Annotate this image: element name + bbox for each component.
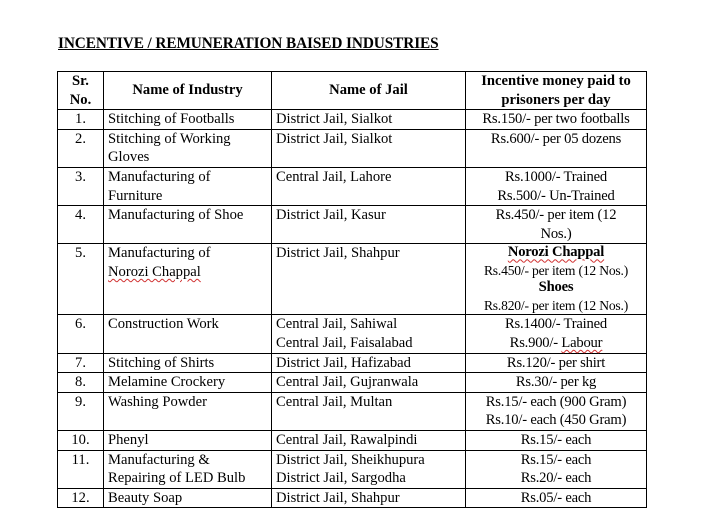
incentive-line: Rs.20/- each: [520, 470, 592, 487]
sr-no-cell: 1.: [58, 110, 104, 130]
sr-no-cell: 9.: [58, 392, 104, 430]
industry-line: Furniture: [108, 187, 163, 204]
industry-cell: [104, 373, 272, 393]
industry-line: Manufacturing of: [108, 245, 211, 262]
header-sr-no: [58, 72, 104, 110]
incentive-group-value: Rs.450/- per item (12 Nos.): [483, 262, 629, 278]
table-row: [58, 244, 647, 315]
industry-cell: [104, 110, 272, 130]
incentive-cell: [466, 488, 647, 508]
industry-cell: [104, 430, 272, 450]
industry-cell: [104, 315, 272, 353]
table-row: [58, 353, 647, 373]
jail-cell: [272, 488, 466, 508]
jail-line: District Jail, Sialkot: [276, 111, 393, 128]
jail-cell: [272, 244, 466, 315]
jail-cell: [272, 450, 466, 488]
spellcheck-flagged-word: Labour: [561, 334, 603, 351]
header-incentive: [466, 72, 647, 110]
incentive-line: Rs.150/- per two footballs: [482, 111, 630, 128]
header-incentive-line: Incentive money paid to: [481, 73, 631, 89]
incentive-cell: [466, 315, 647, 353]
incentive-cell: [466, 206, 647, 244]
incentive-cell: [466, 129, 647, 167]
industry-line: Repairing of LED Bulb: [108, 470, 246, 487]
sr-no-cell: 5.: [58, 244, 104, 315]
incentive-group-heading: [468, 244, 644, 262]
sr-no-cell: 7.: [58, 353, 104, 373]
industry-cell: [104, 392, 272, 430]
industry-line: [108, 263, 267, 282]
incentive-line: Rs.900/- Labour: [509, 334, 603, 351]
table-row: [58, 392, 647, 430]
jail-line: Central Jail, Lahore: [276, 168, 392, 185]
industry-line: Phenyl: [108, 431, 149, 448]
jail-line: District Jail, Hafizabad: [276, 354, 411, 371]
jail-cell: [272, 206, 466, 244]
jail-line: Central Jail, Sahiwal: [276, 316, 398, 333]
jail-cell: [272, 353, 466, 373]
jail-cell: [272, 129, 466, 167]
header-jail: Name of Jail: [272, 72, 466, 110]
incentive-line: Rs.10/- each (450 Gram): [485, 412, 627, 429]
header-sr-line: Sr.: [72, 73, 89, 89]
incentive-line: Rs.600/- per 05 dozens: [490, 130, 622, 147]
incentive-line: Rs.120/- per shirt: [506, 354, 606, 371]
industry-line: Stitching of Shirts: [108, 354, 215, 371]
incentive-line: Rs.05/- each: [520, 489, 592, 506]
jail-cell: [272, 315, 466, 353]
jail-line: District Jail, Shahpur: [276, 245, 400, 262]
sr-no-cell: 11.: [58, 450, 104, 488]
incentive-cell: [466, 110, 647, 130]
incentive-line: Rs.1400/- Trained: [504, 316, 607, 333]
industry-line: Melamine Crockery: [108, 374, 226, 391]
header-incentive-line: prisoners per day: [501, 91, 611, 108]
industry-cell: [104, 450, 272, 488]
incentive-line: Rs.1000/- Trained: [504, 168, 607, 185]
table-row: [58, 129, 647, 167]
jail-cell: [272, 373, 466, 393]
incentive-line: Rs.450/- per item (12: [495, 207, 617, 224]
table-row: [58, 315, 647, 353]
incentive-line: Nos.): [540, 225, 572, 242]
jail-line: District Jail, Sargodha: [276, 470, 406, 487]
industry-cell: [104, 244, 272, 315]
industry-line: Manufacturing &: [108, 451, 210, 468]
incentive-group-value: Rs.820/- per item (12 Nos.): [483, 297, 629, 313]
incentive-table: [57, 71, 647, 508]
jail-cell: [272, 110, 466, 130]
industry-cell: [104, 353, 272, 373]
table-header-row: [58, 72, 647, 110]
table-row: [58, 110, 647, 130]
jail-cell: [272, 392, 466, 430]
jail-line: District Jail, Sialkot: [276, 130, 393, 147]
industry-line: Stitching of Working: [108, 130, 231, 147]
sr-no-cell: 3.: [58, 167, 104, 205]
sr-no-cell: 10.: [58, 430, 104, 450]
incentive-cell: [466, 430, 647, 450]
jail-cell: [272, 430, 466, 450]
incentive-cell: [466, 167, 647, 205]
industry-cell: [104, 488, 272, 508]
jail-line: Central Jail, Gujranwala: [276, 374, 419, 391]
spellcheck-flagged-word: Norozi Chappal: [108, 263, 201, 280]
spellcheck-flagged-word: Norozi Chappal: [507, 244, 605, 261]
table-row: [58, 430, 647, 450]
incentive-line: Rs.15/- each: [520, 431, 592, 448]
incentive-line: Rs.500/- Un-Trained: [497, 187, 615, 204]
jail-line: District Jail, Kasur: [276, 207, 386, 224]
incentive-cell: [466, 353, 647, 373]
industry-cell: [104, 129, 272, 167]
incentive-cell: [466, 392, 647, 430]
industry-line: Stitching of Footballs: [108, 111, 235, 128]
header-no-line: No.: [69, 91, 92, 108]
jail-line: Central Jail, Multan: [276, 393, 393, 410]
incentive-group-heading: Shoes: [538, 279, 574, 296]
industry-line: Beauty Soap: [108, 489, 183, 506]
incentive-line: Rs.15/- each (900 Gram): [485, 393, 627, 410]
industry-cell: [104, 206, 272, 244]
sr-no-cell: 6.: [58, 315, 104, 353]
header-industry: Name of Industry: [104, 72, 272, 110]
jail-line: Central Jail, Faisalabad: [276, 334, 413, 351]
industry-cell: [104, 167, 272, 205]
sr-no-cell: 8.: [58, 373, 104, 393]
jail-line: Central Jail, Rawalpindi: [276, 431, 418, 448]
incentive-cell: [466, 244, 647, 315]
incentive-cell: [466, 373, 647, 393]
sr-no-cell: 2.: [58, 129, 104, 167]
jail-cell: [272, 167, 466, 205]
industry-line: Washing Powder: [108, 393, 207, 410]
incentive-line: Rs.15/- each: [520, 451, 592, 468]
jail-line: District Jail, Shahpur: [276, 489, 400, 506]
sr-no-cell: 4.: [58, 206, 104, 244]
incentive-line: Rs.30/- per kg: [515, 374, 597, 391]
industry-line: Manufacturing of Shoe: [108, 207, 244, 224]
table-row: [58, 450, 647, 488]
incentive-cell: [466, 450, 647, 488]
table-row: [58, 206, 647, 244]
document-title: INCENTIVE / REMUNERATION BAISED INDUSTRIES: [58, 35, 439, 52]
table-row: [58, 488, 647, 508]
sr-no-cell: 12.: [58, 488, 104, 508]
industry-line: Construction Work: [108, 316, 219, 333]
jail-line: District Jail, Sheikhupura: [276, 451, 425, 468]
table-row: [58, 373, 647, 393]
industry-line: Gloves: [108, 149, 150, 166]
industry-line: Manufacturing of: [108, 168, 211, 185]
table-row: [58, 167, 647, 205]
